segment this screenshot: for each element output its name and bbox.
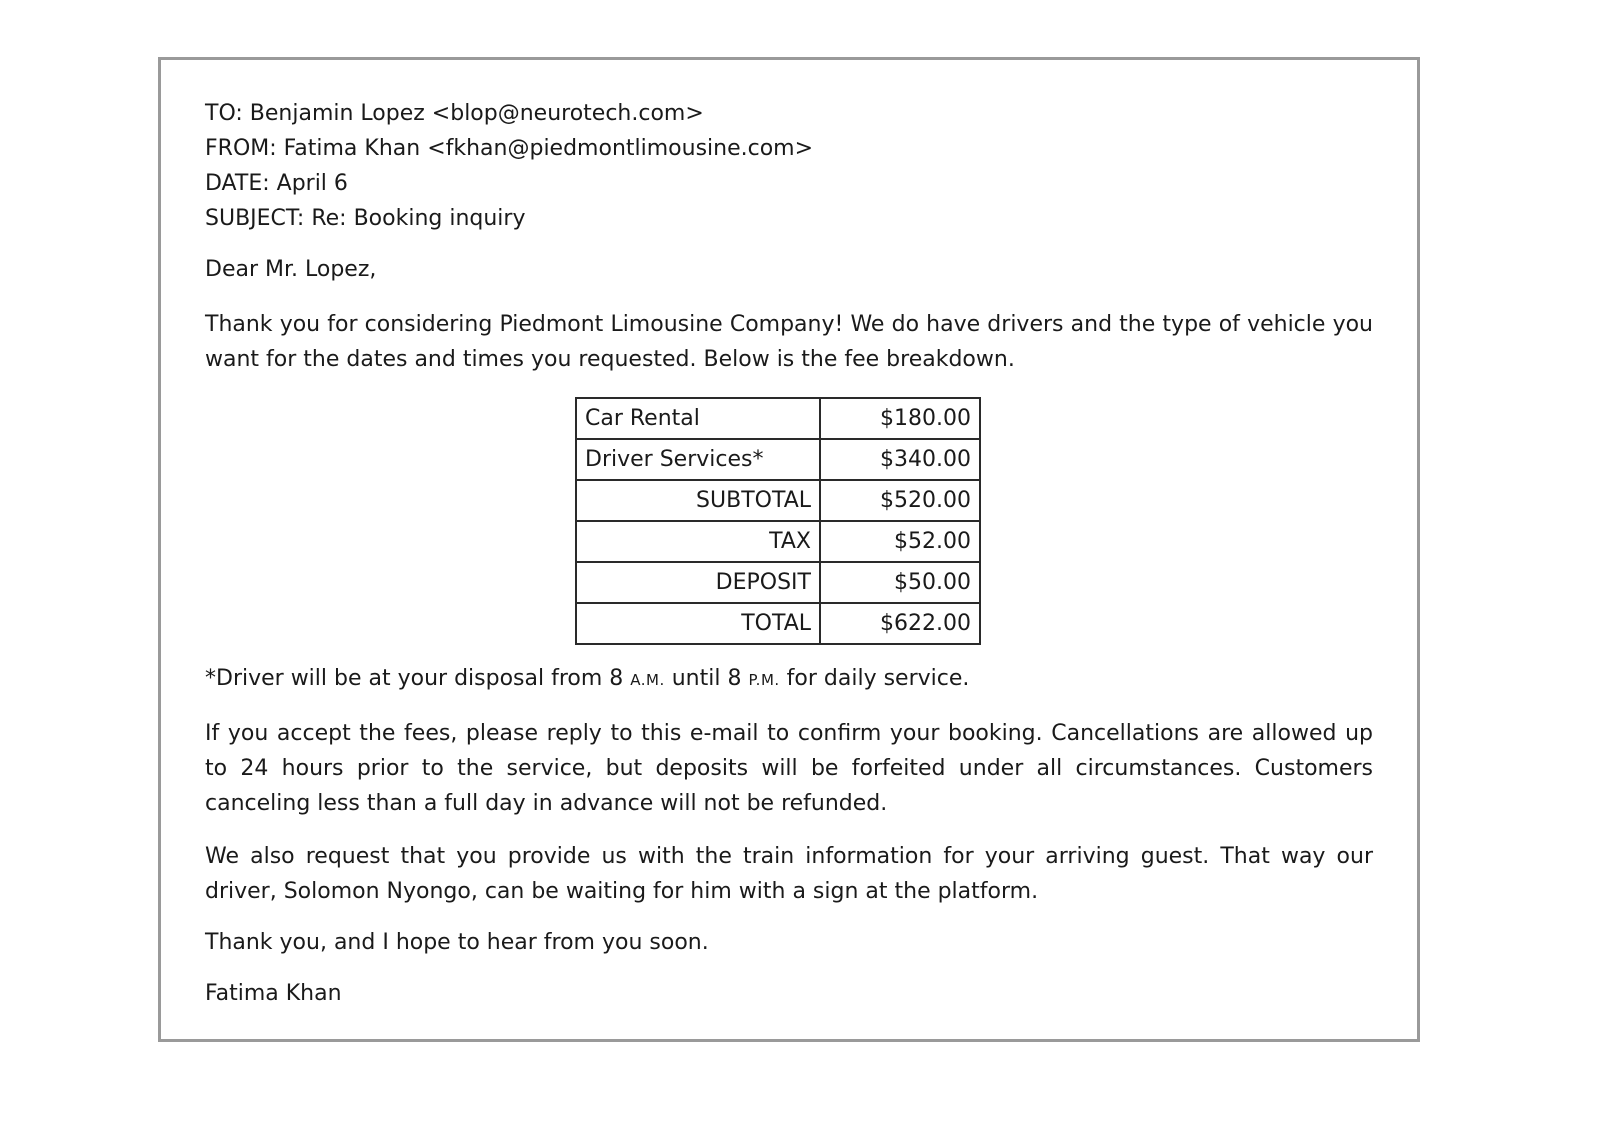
email-subject-line: SUBJECT: Re: Booking inquiry: [205, 206, 526, 231]
email-content: [205, 96, 1373, 1011]
email-from-line: FROM: Fatima Khan <fkhan@piedmontlimousine.com>: [205, 136, 814, 161]
footnote-text-1: *Driver will be at your disposal from 8: [205, 666, 631, 691]
fee-value: $340.00: [820, 439, 980, 480]
email-document-frame: [158, 57, 1420, 1042]
fee-label: Driver Services*: [576, 439, 820, 480]
fee-label: SUBTOTAL: [576, 480, 820, 521]
driver-footnote: [205, 661, 1373, 698]
email-to-line: TO: Benjamin Lopez <blop@neurotech.com>: [205, 101, 704, 126]
signature-name: Fatima Khan: [205, 981, 342, 1006]
fee-row-total: [576, 603, 980, 644]
email-date-line: DATE: April 6: [205, 171, 348, 196]
fee-row-tax: [576, 521, 980, 562]
fee-breakdown-table: [575, 397, 981, 645]
fee-value: $622.00: [820, 603, 980, 644]
fee-value: $180.00: [820, 398, 980, 439]
fee-label: TAX: [576, 521, 820, 562]
fee-label: DEPOSIT: [576, 562, 820, 603]
fee-label: Car Rental: [576, 398, 820, 439]
fee-value: $50.00: [820, 562, 980, 603]
fee-value: $52.00: [820, 521, 980, 562]
fee-row-car-rental: [576, 398, 980, 439]
fee-value: $520.00: [820, 480, 980, 521]
fee-row-deposit: [576, 562, 980, 603]
footnote-am: A.M.: [630, 671, 665, 689]
train-info-paragraph: We also request that you provide us with the train information for your arriving guest. That way our driver, Solomon Nyongo, can be waiting for him with a sign at the platform.: [205, 844, 1373, 904]
footnote-text-3: for daily service.: [779, 666, 970, 691]
salutation: Dear Mr. Lopez,: [205, 257, 377, 282]
intro-paragraph: Thank you for considering Piedmont Limousine Company! We do have drivers and the type of vehicle you want for the dates and times you requested. Below is the fee breakdown.: [205, 312, 1373, 372]
cancellation-paragraph: If you accept the fees, please reply to this e-mail to confirm your booking. Cancellations are allowed up to 24 hours prior to the service, but deposits will be forfeited under all circumstances. Customers canceling less than a full day in advance will not be refunded.: [205, 721, 1373, 816]
footnote-pm: P.M.: [748, 671, 780, 689]
footnote-text-2: until 8: [664, 666, 749, 691]
closing-line: Thank you, and I hope to hear from you soon.: [205, 930, 709, 955]
fee-row-subtotal: [576, 480, 980, 521]
fee-row-driver-services: [576, 439, 980, 480]
fee-label: TOTAL: [576, 603, 820, 644]
